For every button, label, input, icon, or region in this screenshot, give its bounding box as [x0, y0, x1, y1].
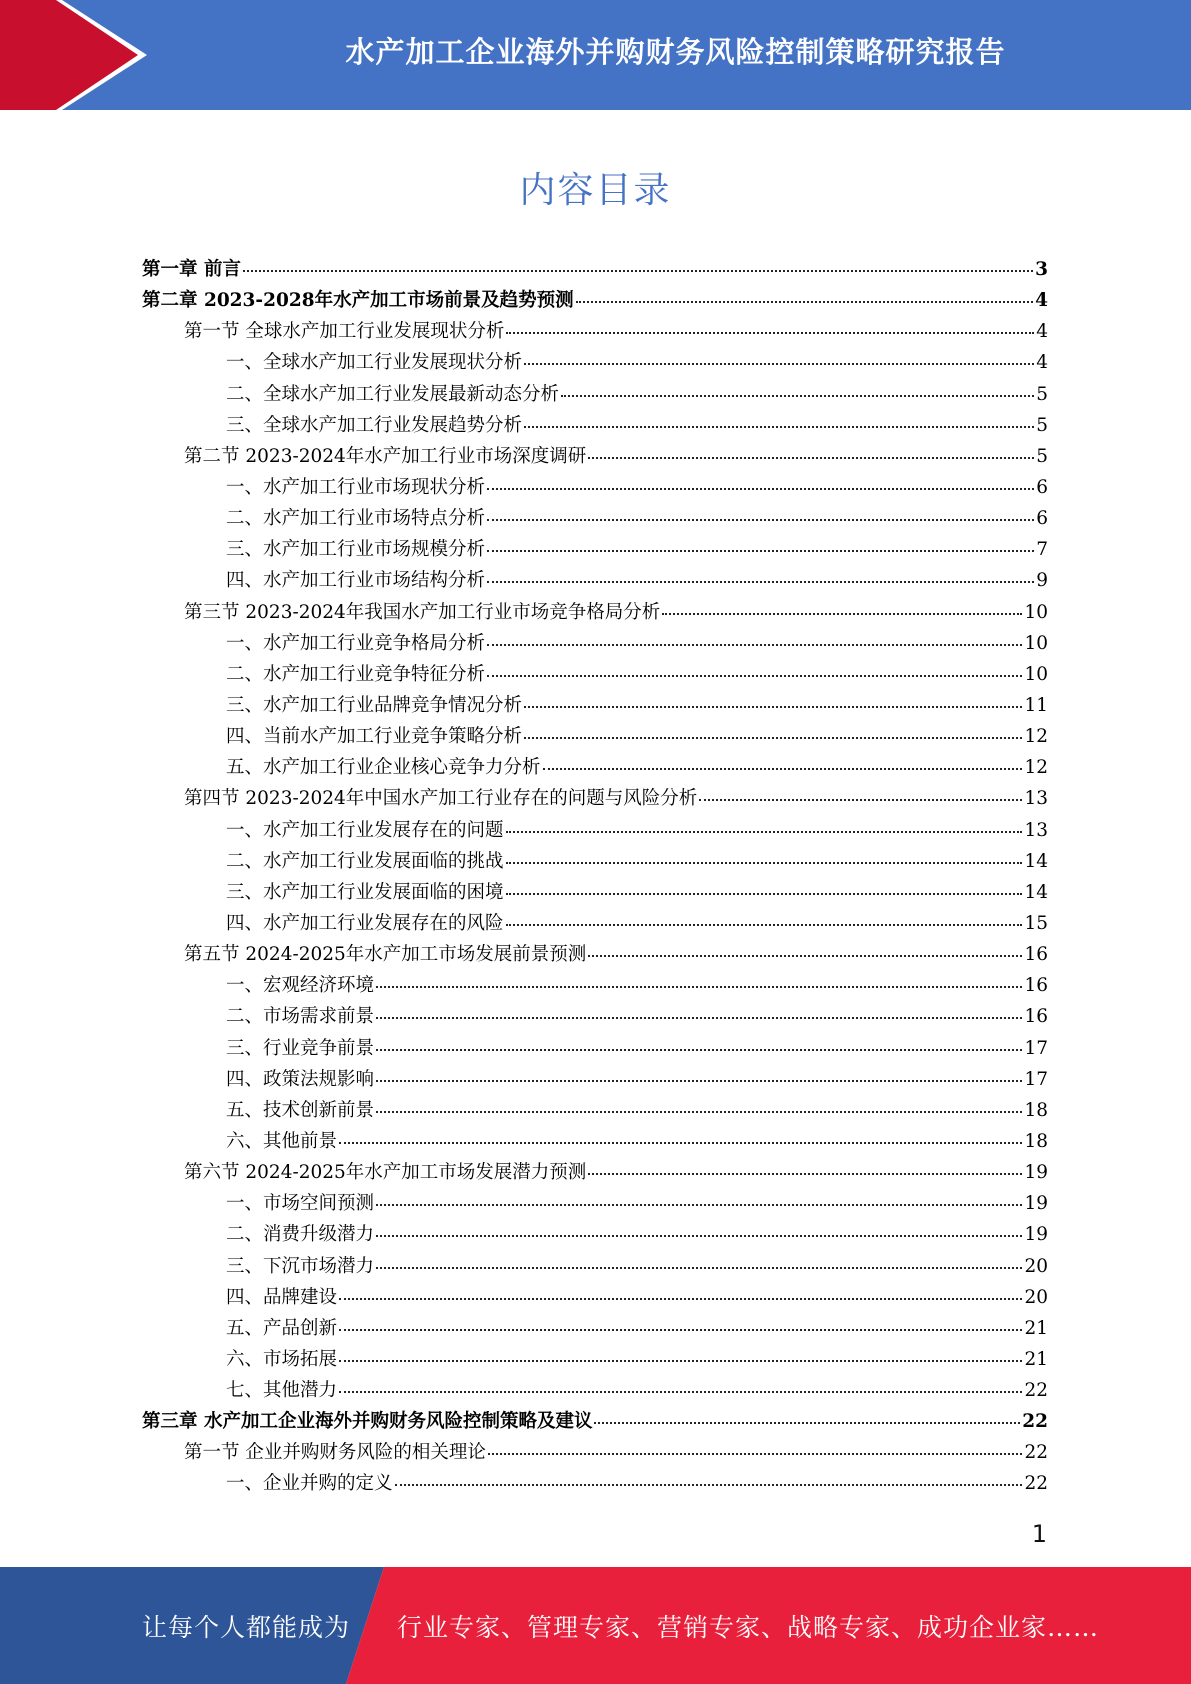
toc-entry-label: 五、水产加工行业企业核心竞争力分析	[226, 757, 541, 779]
toc-entry[interactable]	[142, 1001, 1048, 1032]
toc-entry-page: 5	[1036, 445, 1048, 467]
toc-entry[interactable]	[142, 690, 1048, 721]
toc-entry-label: 三、全球水产加工行业发展趋势分析	[226, 414, 523, 436]
header-arrow-decoration	[0, 0, 160, 110]
toc-dot-leader	[543, 768, 1023, 770]
toc-dot-leader	[376, 1235, 1022, 1237]
toc-entry[interactable]	[142, 379, 1048, 410]
toc-entry-page: 20	[1024, 1255, 1048, 1277]
toc-entry[interactable]	[142, 1344, 1048, 1375]
toc-entry-page: 16	[1024, 975, 1048, 997]
toc-entry-page: 22	[1024, 1473, 1048, 1495]
toc-entry-page: 4	[1036, 321, 1048, 343]
toc-entry-label: 二、市场需求前景	[226, 1006, 375, 1028]
toc-dot-leader	[376, 986, 1022, 988]
toc-entry-label: 一、水产加工行业市场现状分析	[226, 476, 486, 498]
toc-dot-leader	[395, 1484, 1023, 1486]
toc-entry[interactable]	[142, 410, 1048, 441]
toc-entry-page: 5	[1036, 383, 1048, 405]
toc-entry-page: 22	[1024, 1442, 1048, 1464]
toc-entry-page: 22	[1022, 1411, 1048, 1433]
toc-entry-page: 16	[1024, 1006, 1048, 1028]
toc-entry-label: 一、水产加工行业竞争格局分析	[226, 632, 486, 654]
toc-entry[interactable]	[142, 628, 1048, 659]
toc-entry-label: 第二章 2023-2028年水产加工市场前景及趋势预测	[142, 290, 574, 312]
toc-dot-leader	[339, 1298, 1022, 1300]
toc-entry-page: 11	[1024, 694, 1048, 716]
toc-entry-label: 二、水产加工行业市场特点分析	[226, 508, 486, 530]
toc-entry[interactable]	[142, 1282, 1048, 1313]
toc-entry-label: 三、水产加工行业品牌竞争情况分析	[226, 694, 523, 716]
toc-entry[interactable]	[142, 783, 1048, 814]
toc-entry-label: 一、水产加工行业发展存在的问题	[226, 819, 504, 841]
toc-entry-label: 三、行业竞争前景	[226, 1037, 375, 1059]
toc-entry-label: 一、全球水产加工行业发展现状分析	[226, 352, 523, 374]
toc-entry[interactable]	[142, 254, 1048, 285]
toc-dot-leader	[524, 737, 1022, 739]
toc-entry[interactable]	[142, 472, 1048, 503]
toc-dot-leader	[594, 1422, 1020, 1424]
toc-entry-label: 五、技术创新前景	[226, 1099, 375, 1121]
toc-dot-leader	[576, 301, 1034, 303]
toc-dot-leader	[487, 519, 1034, 521]
toc-dot-leader	[588, 1173, 1022, 1175]
toc-entry-page: 6	[1036, 508, 1048, 530]
toc-dot-leader	[506, 831, 1023, 833]
toc-entry-label: 一、企业并购的定义	[226, 1473, 393, 1495]
toc-entry[interactable]	[142, 815, 1048, 846]
toc-entry-label: 第一节 企业并购财务风险的相关理论	[184, 1442, 486, 1464]
toc-entry-page: 7	[1036, 539, 1048, 561]
toc-entry-label: 二、水产加工行业发展面临的挑战	[226, 850, 504, 872]
toc-entry-label: 六、其他前景	[226, 1130, 338, 1152]
toc-entry-label: 三、水产加工行业发展面临的困境	[226, 881, 504, 903]
toc-entry-page: 12	[1024, 757, 1048, 779]
footer-slogan-right: 行业专家、管理专家、营销专家、战略专家、成功企业家……	[397, 1612, 1100, 1642]
toc-dot-leader	[506, 893, 1023, 895]
footer-slogan-left: 让每个人都能成为	[142, 1612, 351, 1642]
toc-entry-page: 10	[1024, 663, 1048, 685]
toc-entry[interactable]	[142, 534, 1048, 565]
toc-entry-page: 12	[1024, 726, 1048, 748]
toc-dot-leader	[339, 1360, 1022, 1362]
toc-dot-leader	[524, 363, 1034, 365]
toc-dot-leader	[524, 426, 1034, 428]
toc-entry[interactable]	[142, 1157, 1048, 1188]
toc-entry-label: 六、市场拓展	[226, 1348, 338, 1370]
toc-entry[interactable]	[142, 846, 1048, 877]
toc-entry-label: 三、水产加工行业市场规模分析	[226, 539, 486, 561]
toc-dot-leader	[506, 924, 1023, 926]
toc-entry-page: 14	[1024, 850, 1048, 872]
toc-dot-leader	[376, 1049, 1022, 1051]
toc-entry-label: 第四节 2023-2024年中国水产加工行业存在的问题与风险分析	[184, 788, 698, 810]
toc-entry-label: 四、水产加工行业市场结构分析	[226, 570, 486, 592]
toc-entry[interactable]	[142, 970, 1048, 1001]
toc-entry[interactable]	[142, 347, 1048, 378]
toc-entry-label: 一、市场空间预测	[226, 1193, 375, 1215]
toc-dot-leader	[588, 955, 1022, 957]
toc-entry-page: 21	[1024, 1348, 1048, 1370]
toc-entry[interactable]	[142, 1313, 1048, 1344]
toc-entry-page: 15	[1024, 912, 1048, 934]
toc-entry-page: 21	[1024, 1317, 1048, 1339]
toc-dot-leader	[506, 862, 1023, 864]
toc-dot-leader	[339, 1391, 1022, 1393]
toc-entry[interactable]	[142, 1033, 1048, 1064]
toc-entry-page: 6	[1036, 476, 1048, 498]
toc-dot-leader	[662, 613, 1022, 615]
toc-entry[interactable]	[142, 752, 1048, 783]
toc-dot-leader	[339, 1329, 1022, 1331]
toc-entry[interactable]	[142, 1219, 1048, 1250]
toc-entry-page: 13	[1024, 819, 1048, 841]
toc-entry-page: 10	[1024, 632, 1048, 654]
toc-entry[interactable]	[142, 1375, 1048, 1406]
toc-entry[interactable]	[142, 1126, 1048, 1157]
page-number: 1	[1031, 1520, 1047, 1548]
toc-dot-leader	[588, 457, 1034, 459]
toc-entry-page: 16	[1024, 944, 1048, 966]
toc-entry[interactable]	[142, 1406, 1048, 1437]
toc-entry-label: 四、当前水产加工行业竞争策略分析	[226, 726, 523, 748]
toc-entry[interactable]	[142, 1095, 1048, 1126]
toc-entry[interactable]	[142, 659, 1048, 690]
toc-dot-leader	[506, 332, 1034, 334]
toc-entry-label: 二、消费升级潜力	[226, 1224, 375, 1246]
toc-dot-leader	[376, 1204, 1022, 1206]
toc-dot-leader	[487, 675, 1022, 677]
toc-entry-page: 3	[1035, 259, 1048, 280]
toc-heading: 内容目录	[519, 170, 672, 211]
toc-dot-leader	[376, 1017, 1022, 1019]
toc-entry[interactable]	[142, 285, 1048, 316]
toc-entry[interactable]	[142, 721, 1048, 752]
toc-entry-label: 第二节 2023-2024年水产加工行业市场深度调研	[184, 445, 587, 467]
toc-entry-label: 第三章 水产加工企业海外并购财务风险控制策略及建议	[142, 1411, 593, 1433]
toc-dot-leader	[524, 706, 1022, 708]
toc-entry-label: 七、其他潜力	[226, 1380, 338, 1402]
table-of-contents	[142, 254, 1048, 1500]
toc-entry[interactable]	[142, 939, 1048, 970]
toc-entry[interactable]	[142, 597, 1048, 628]
toc-dot-leader	[487, 581, 1034, 583]
toc-entry[interactable]	[142, 1188, 1048, 1219]
toc-entry-page: 4	[1035, 290, 1048, 312]
toc-entry-label: 四、政策法规影响	[226, 1068, 375, 1090]
toc-dot-leader	[699, 799, 1022, 801]
toc-entry-page: 22	[1024, 1380, 1048, 1402]
toc-entry-label: 二、全球水产加工行业发展最新动态分析	[226, 383, 560, 405]
toc-entry[interactable]	[142, 565, 1048, 596]
toc-entry-page: 17	[1024, 1037, 1048, 1059]
toc-entry-label: 第三节 2023-2024年我国水产加工行业市场竞争格局分析	[184, 601, 661, 623]
toc-entry[interactable]	[142, 908, 1048, 939]
toc-entry-label: 四、水产加工行业发展存在的风险	[226, 912, 504, 934]
toc-entry-page: 17	[1024, 1068, 1048, 1090]
toc-dot-leader	[339, 1142, 1022, 1144]
toc-dot-leader	[487, 488, 1034, 490]
toc-entry-page: 20	[1024, 1286, 1048, 1308]
toc-entry-label: 一、宏观经济环境	[226, 975, 375, 997]
toc-dot-leader	[376, 1111, 1022, 1113]
toc-dot-leader	[488, 1453, 1023, 1455]
toc-entry-page: 18	[1024, 1099, 1048, 1121]
toc-entry-page: 9	[1036, 570, 1048, 592]
toc-entry[interactable]	[142, 316, 1048, 347]
toc-entry-label: 第六节 2024-2025年水产加工市场发展潜力预测	[184, 1162, 587, 1184]
toc-dot-leader	[376, 1267, 1022, 1269]
toc-entry[interactable]	[142, 1064, 1048, 1095]
toc-dot-leader	[376, 1080, 1022, 1082]
toc-entry-page: 10	[1024, 601, 1048, 623]
toc-entry-label: 第五节 2024-2025年水产加工市场发展前景预测	[184, 944, 587, 966]
toc-entry[interactable]	[142, 503, 1048, 534]
header-banner	[0, 0, 1191, 110]
toc-entry[interactable]	[142, 877, 1048, 908]
toc-entry-page: 18	[1024, 1130, 1048, 1152]
toc-entry-label: 二、水产加工行业竞争特征分析	[226, 663, 486, 685]
toc-entry-label: 三、下沉市场潜力	[226, 1255, 375, 1277]
report-title: 水产加工企业海外并购财务风险控制策略研究报告	[345, 34, 1006, 69]
toc-entry[interactable]	[142, 1251, 1048, 1282]
toc-entry-page: 14	[1024, 881, 1048, 903]
toc-entry-page: 5	[1036, 414, 1048, 436]
toc-entry[interactable]	[142, 441, 1048, 472]
toc-entry-label: 第一节 全球水产加工行业发展现状分析	[184, 321, 505, 343]
toc-entry-page: 19	[1024, 1193, 1048, 1215]
toc-entry-page: 19	[1024, 1224, 1048, 1246]
toc-entry-page: 13	[1024, 788, 1048, 810]
toc-dot-leader	[243, 270, 1033, 272]
toc-entry-label: 五、产品创新	[226, 1317, 338, 1339]
toc-entry-page: 4	[1036, 352, 1048, 374]
toc-dot-leader	[561, 395, 1034, 397]
toc-dot-leader	[487, 644, 1022, 646]
toc-entry-page: 19	[1024, 1162, 1048, 1184]
toc-entry-label: 四、品牌建设	[226, 1286, 338, 1308]
toc-entry-label: 第一章 前言	[142, 259, 241, 280]
toc-entry[interactable]	[142, 1437, 1048, 1468]
toc-dot-leader	[487, 550, 1034, 552]
footer-banner	[0, 1567, 1191, 1684]
toc-entry[interactable]	[142, 1468, 1048, 1499]
